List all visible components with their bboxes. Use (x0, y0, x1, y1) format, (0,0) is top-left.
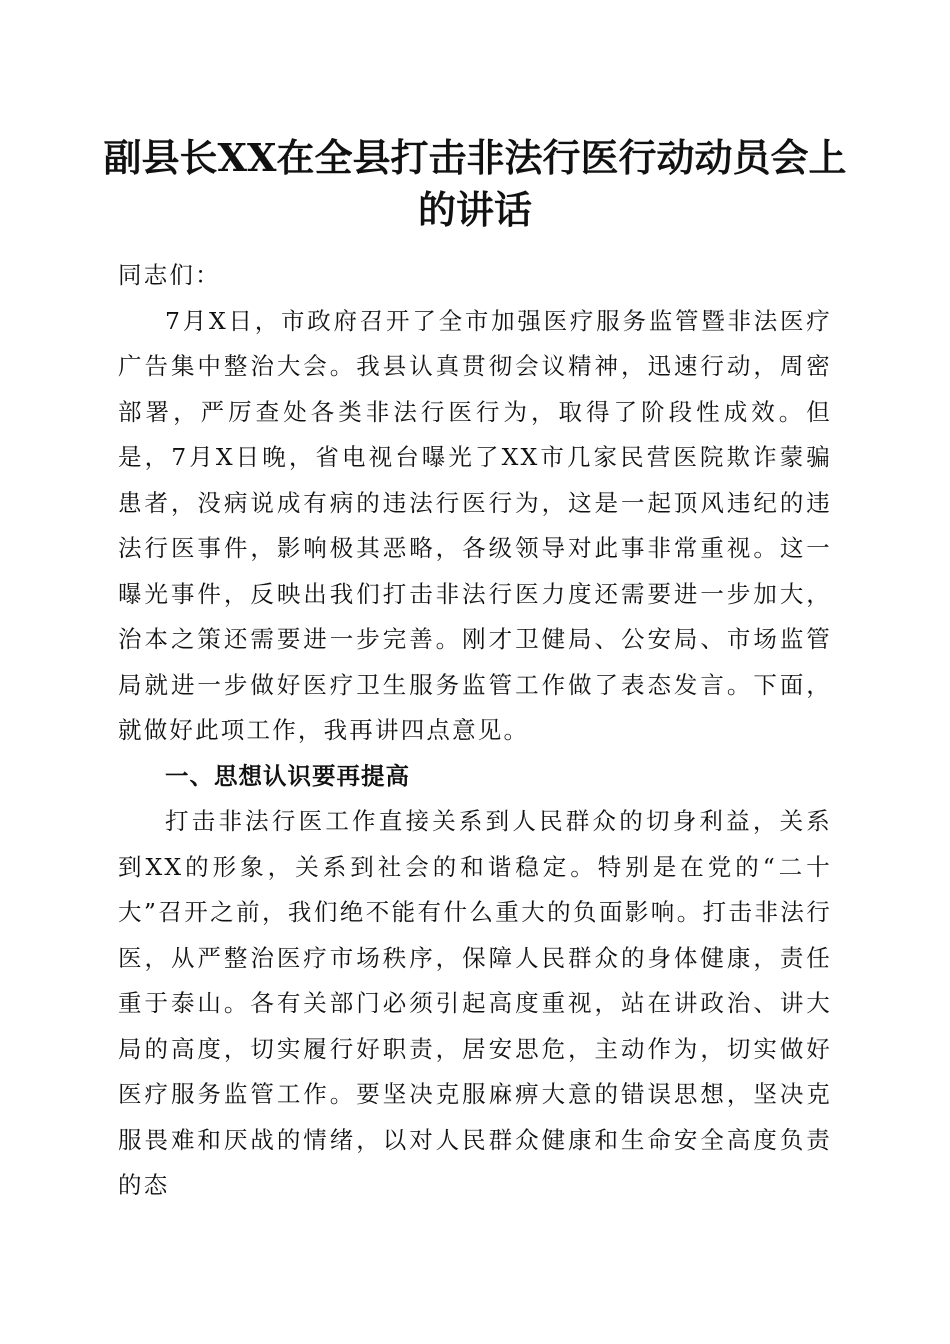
document-title: 副县长XX在全县打击非法行医行动动员会上的讲话 (103, 135, 847, 232)
paragraph-intro: 7月X日，市政府召开了全市加强医疗服务监管暨非法医疗广告集中整治大会。我县认真贯彻会议精神，迅速行动，周密部署，严厉查处各类非法行医行为，取得了阶段性成效。但是，7月X日晚，省电视台曝光了XX市几家民营医院欺诈蒙骗患者，没病说成有病的违法行医行为，这是一起顶风违纪的违法行医事件，影响极其恶略，各级领导对此事非常重视。这一曝光事件，反映出我们打击非法行医力度还需要进一步加大，治本之策还需要进一步完善。刚才卫健局、公安局、市场监管局就进一步做好医疗卫生服务监管工作做了表态发言。下面，就做好此项工作，我再讲四点意见。 (118, 306, 832, 744)
salutation: 同志们： (118, 261, 221, 289)
paragraph-section-1: 打击非法行医工作直接关系到人民群众的切身利益，关系到XX的形象，关系到社会的和谐稳定。特别是在党的“二十大”召开之前，我们绝不能有什么重大的负面影响。打击非法行医，从严整治医疗市场秩序，保障人民群众的身体健康，责任重于泰山。各有关部门必须引起高度重视，站在讲政治、讲大局的高度，切实履行好职责，居安思危，主动作为，切实做好医疗服务监管工作。要坚决克服麻痹大意的错误思想，坚决克服畏难和厌战的情绪，以对人民群众健康和生命安全高度负责的态 (118, 807, 832, 1199)
document-body (118, 253, 832, 1209)
section-heading-1: 一、思想认识要再提高 (165, 761, 410, 790)
